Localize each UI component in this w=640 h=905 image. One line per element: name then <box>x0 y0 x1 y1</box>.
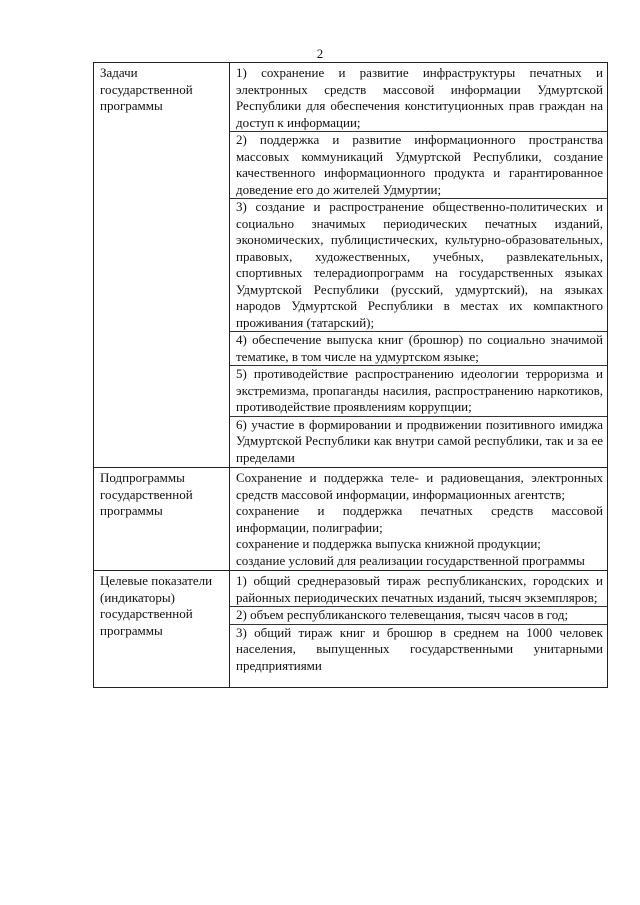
row-continuation-space <box>236 674 603 686</box>
row-label-subprograms: Подпрограммы государственной программы <box>94 468 230 571</box>
list-item: 6) участие в формировании и продвижении позитивного имиджа Удмуртской Республики как внутри самой республики, так и за ее пределами <box>236 416 603 465</box>
row-content-tasks <box>230 63 608 468</box>
list-item: 5) противодействие распространению идеологии терроризма и экстремизма, пропаганды насилия, распространению наркотиков, противодействие проявлениям коррупции; <box>236 366 603 414</box>
list-item: 2) поддержка и развитие информационного пространства массовых коммуникаций Удмуртской Республики, создание качественного информационного продукта и гарантированное доведение его до жителей Удмуртии; <box>236 132 603 197</box>
row-label-indicators: Целевые показатели (индикаторы) государственной программы <box>94 571 230 688</box>
program-passport-table <box>93 62 608 688</box>
table-row <box>94 468 608 571</box>
list-item: 1) общий среднеразовый тираж республиканских, городских и районных периодических печатных изданий, тысяч экземпляров; <box>236 573 603 605</box>
table-row <box>94 571 608 688</box>
table-row <box>94 63 608 468</box>
list-item: сохранение и поддержка выпуска книжной продукции; <box>236 536 541 551</box>
list-item: 3) создание и распространение общественно-политических и социально значимых периодических печатных изданий, экономических, публицистических, культурно-образовательных, правовых, художественных, учебных, развлекательных, спортивных телерадиопрограмм на государственных языках Удмуртской Республики (русский, удмуртский), на языках народов Удмуртской Республики в местах их компактного проживания (татарский); <box>236 199 603 330</box>
row-content-indicators <box>230 571 608 688</box>
row-content-subprograms <box>230 468 608 571</box>
list-item: 2) объем республиканского телевещания, тысяч часов в год; <box>236 607 569 622</box>
list-item: Сохранение и поддержка теле- и радиовещания, электронных средств массовой информации, информационных агентств; <box>236 470 603 502</box>
list-item: создание условий для реализации государственной программы <box>236 552 585 568</box>
list-item: сохранение и поддержка печатных средств массовой информации, полиграфии; <box>236 503 603 535</box>
list-item: 4) обеспечение выпуска книг (брошюр) по социально значимой тематике, в том числе на удмуртском языке; <box>236 332 603 364</box>
list-item: 3) общий тираж книг и брошюр в среднем на 1000 человек населения, выпущенных государственными унитарными предприятиями <box>236 624 603 673</box>
page-number: 2 <box>316 46 324 61</box>
row-label-tasks: Задачи государственной программы <box>94 63 230 468</box>
list-item: 1) сохранение и развитие инфраструктуры печатных и электронных средств массовой информации Удмуртской Республики для обеспечения конституционных прав граждан на доступ к информации; <box>236 65 603 130</box>
